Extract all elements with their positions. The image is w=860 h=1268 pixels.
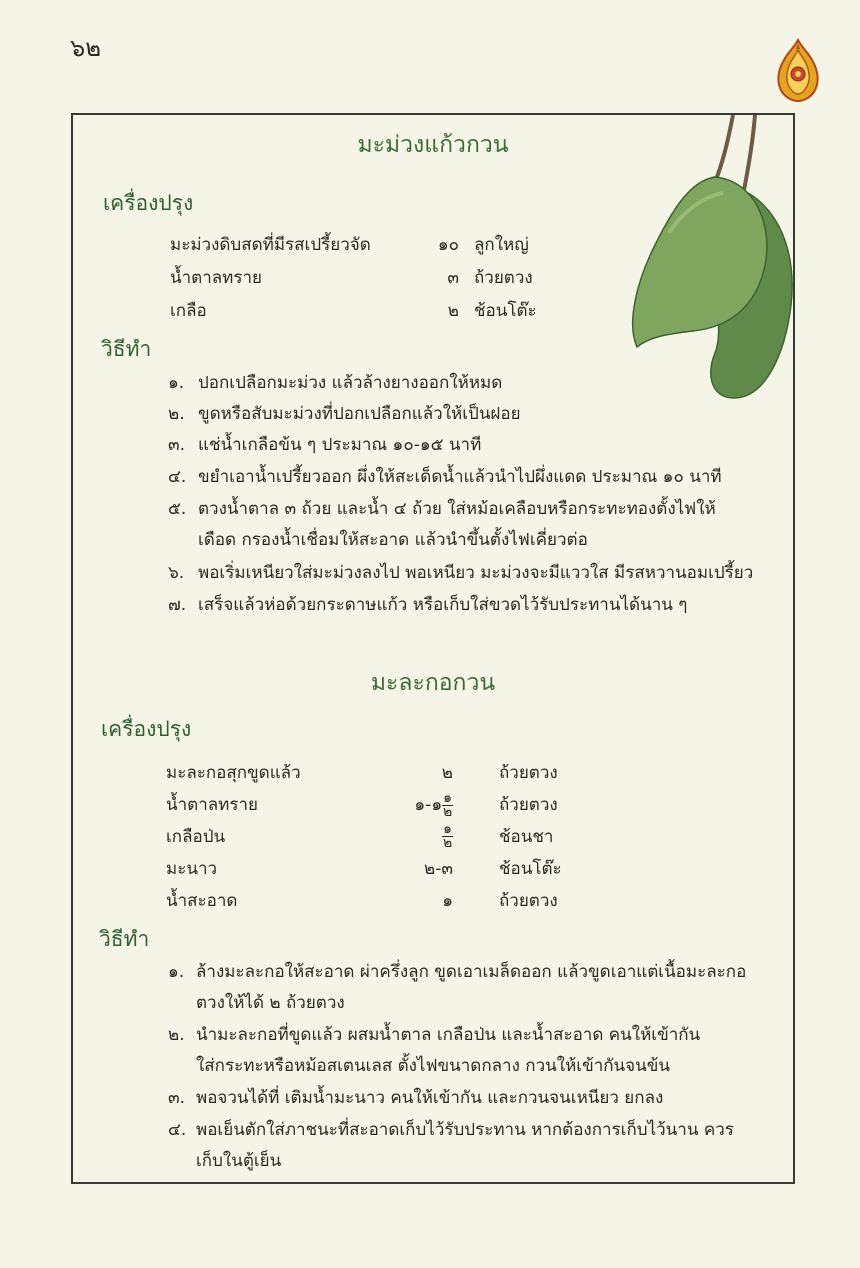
step-text: ขูดหรือสับมะม่วงที่ปอกเปลือกแล้วให้เป็นฝอย [198,404,521,424]
step-number: ๖. [168,563,185,583]
recipe-1-ingredients-heading: เครื่องปรุง [103,191,194,215]
ingredient-name: มะม่วงดิบสดที่มีรสเปรี้ยวจัด [170,235,371,255]
ingredient-qty: ๒ [447,301,459,321]
ingredient-qty [391,791,453,819]
step-text: พอเริ่มเหนียวใส่มะม่วงลงไป พอเหนียว มะม่วงจะมีแววใส มีรสหวานอมเปรี้ยว [198,563,754,583]
step-text: เก็บในตู้เย็น [196,1151,282,1171]
fraction-numerator: ๑ [443,789,452,806]
recipe-2-ingredients-heading: เครื่องปรุง [101,717,192,741]
step-number: ๔. [168,467,187,487]
fraction-denominator: ๒ [442,835,453,851]
step-number: ๔. [168,1120,187,1140]
recipe-frame [71,113,795,1184]
page-number: ๖๒ [70,34,102,62]
ingredient-unit: ถ้วยตวง [499,763,558,783]
ingredient-qty: ๒-๓ [424,859,453,879]
qty-fraction [442,823,453,850]
step-text: ปอกเปลือกมะม่วง แล้วล้างยางออกให้หมด [198,373,503,393]
ingredient-qty [391,823,453,850]
ingredient-qty: ๓ [447,268,459,288]
step-text: พอเย็นตักใส่ภาชนะที่สะอาดเก็บไว้รับประทาน หากต้องการเก็บไว้นาน ควร [196,1120,734,1140]
ingredient-unit: ถ้วยตวง [499,795,558,815]
ingredient-qty: ๒ [441,763,453,783]
step-text: พอจวนได้ที่ เติมน้ำมะนาว คนให้เข้ากัน และกวนจนเหนียว ยกลง [196,1088,664,1108]
step-number: ๑. [168,373,185,393]
step-text: ตวงให้ได้ ๒ ถ้วยตวง [196,993,345,1013]
fraction-numerator: ๑ [443,821,452,837]
recipe-1-title: มะม่วงแก้วกวน [357,132,509,158]
step-number: ๑. [168,962,185,982]
ingredient-qty: ๑ [442,891,453,911]
ingredient-unit: ช้อนโต๊ะ [474,301,537,321]
ingredient-unit: ลูกใหญ่ [474,235,529,255]
ingredient-name: น้ำสะอาด [166,891,238,911]
step-text: ใส่กระทะหรือหม้อสเตนเลส ตั้งไฟขนาดกลาง กวนให้เข้ากันจนข้น [196,1056,670,1076]
step-number: ๕. [168,499,187,519]
ingredient-name: เกลือป่น [166,827,226,847]
qty-fraction [442,789,453,820]
ingredient-unit: ช้อนโต๊ะ [499,859,562,879]
step-text: นำมะละกอที่ขูดแล้ว ผสมน้ำตาล เกลือป่น และน้ำสะอาด คนให้เข้ากัน [196,1025,701,1045]
step-text: ล้างมะละกอให้สะอาด ผ่าครึ่งลูก ขูดเอาเมล็ดออก แล้วขูดเอาแต่เนื้อมะละกอ [196,962,747,982]
step-number: ๒. [168,404,185,424]
step-number: ๓. [168,435,186,455]
step-text: ขยำเอาน้ำเปรี้ยวออก ผึ่งให้สะเด็ดน้ำแล้วนำไปผึ่งแดด ประมาณ ๑๐ นาที [198,467,722,487]
fraction-denominator: ๒ [442,803,453,820]
ingredient-name: เกลือ [170,301,207,321]
recipe-1-method-heading: วิธีทำ [101,337,152,361]
step-text: ตวงน้ำตาล ๓ ถ้วย และน้ำ ๔ ถ้วย ใส่หม้อเคลือบหรือกระทะทองตั้งไฟให้ [198,499,716,519]
royal-emblem-icon [774,38,822,102]
qty-whole: ๑-๑ [414,795,443,815]
ingredient-qty: ๑๐ [437,235,459,255]
step-text: เสร็จแล้วห่อด้วยกระดาษแก้ว หรือเก็บใส่ขวดไว้รับประทานได้นาน ๆ [198,595,688,615]
ingredient-name: มะนาว [166,859,218,879]
ingredient-unit: ถ้วยตวง [474,268,533,288]
step-text: เดือด กรองน้ำเชื่อมให้สะอาด แล้วนำขึ้นตั้งไฟเคี่ยวต่อ [198,530,588,550]
recipe-2-method-heading: วิธีทำ [99,927,150,951]
recipe-2-title: มะละกอกวน [370,670,496,696]
step-number: ๒. [168,1025,185,1045]
ingredient-name: มะละกอสุกขูดแล้ว [166,763,301,783]
step-text: แช่น้ำเกลือข้น ๆ ประมาณ ๑๐-๑๕ นาที [198,435,482,455]
ingredient-name: น้ำตาลทราย [170,268,263,288]
ingredient-unit: ถ้วยตวง [499,891,558,911]
ingredient-name: น้ำตาลทราย [166,795,259,815]
step-number: ๗. [168,595,187,615]
step-number: ๓. [168,1088,186,1108]
ingredient-unit: ช้อนชา [499,827,554,847]
